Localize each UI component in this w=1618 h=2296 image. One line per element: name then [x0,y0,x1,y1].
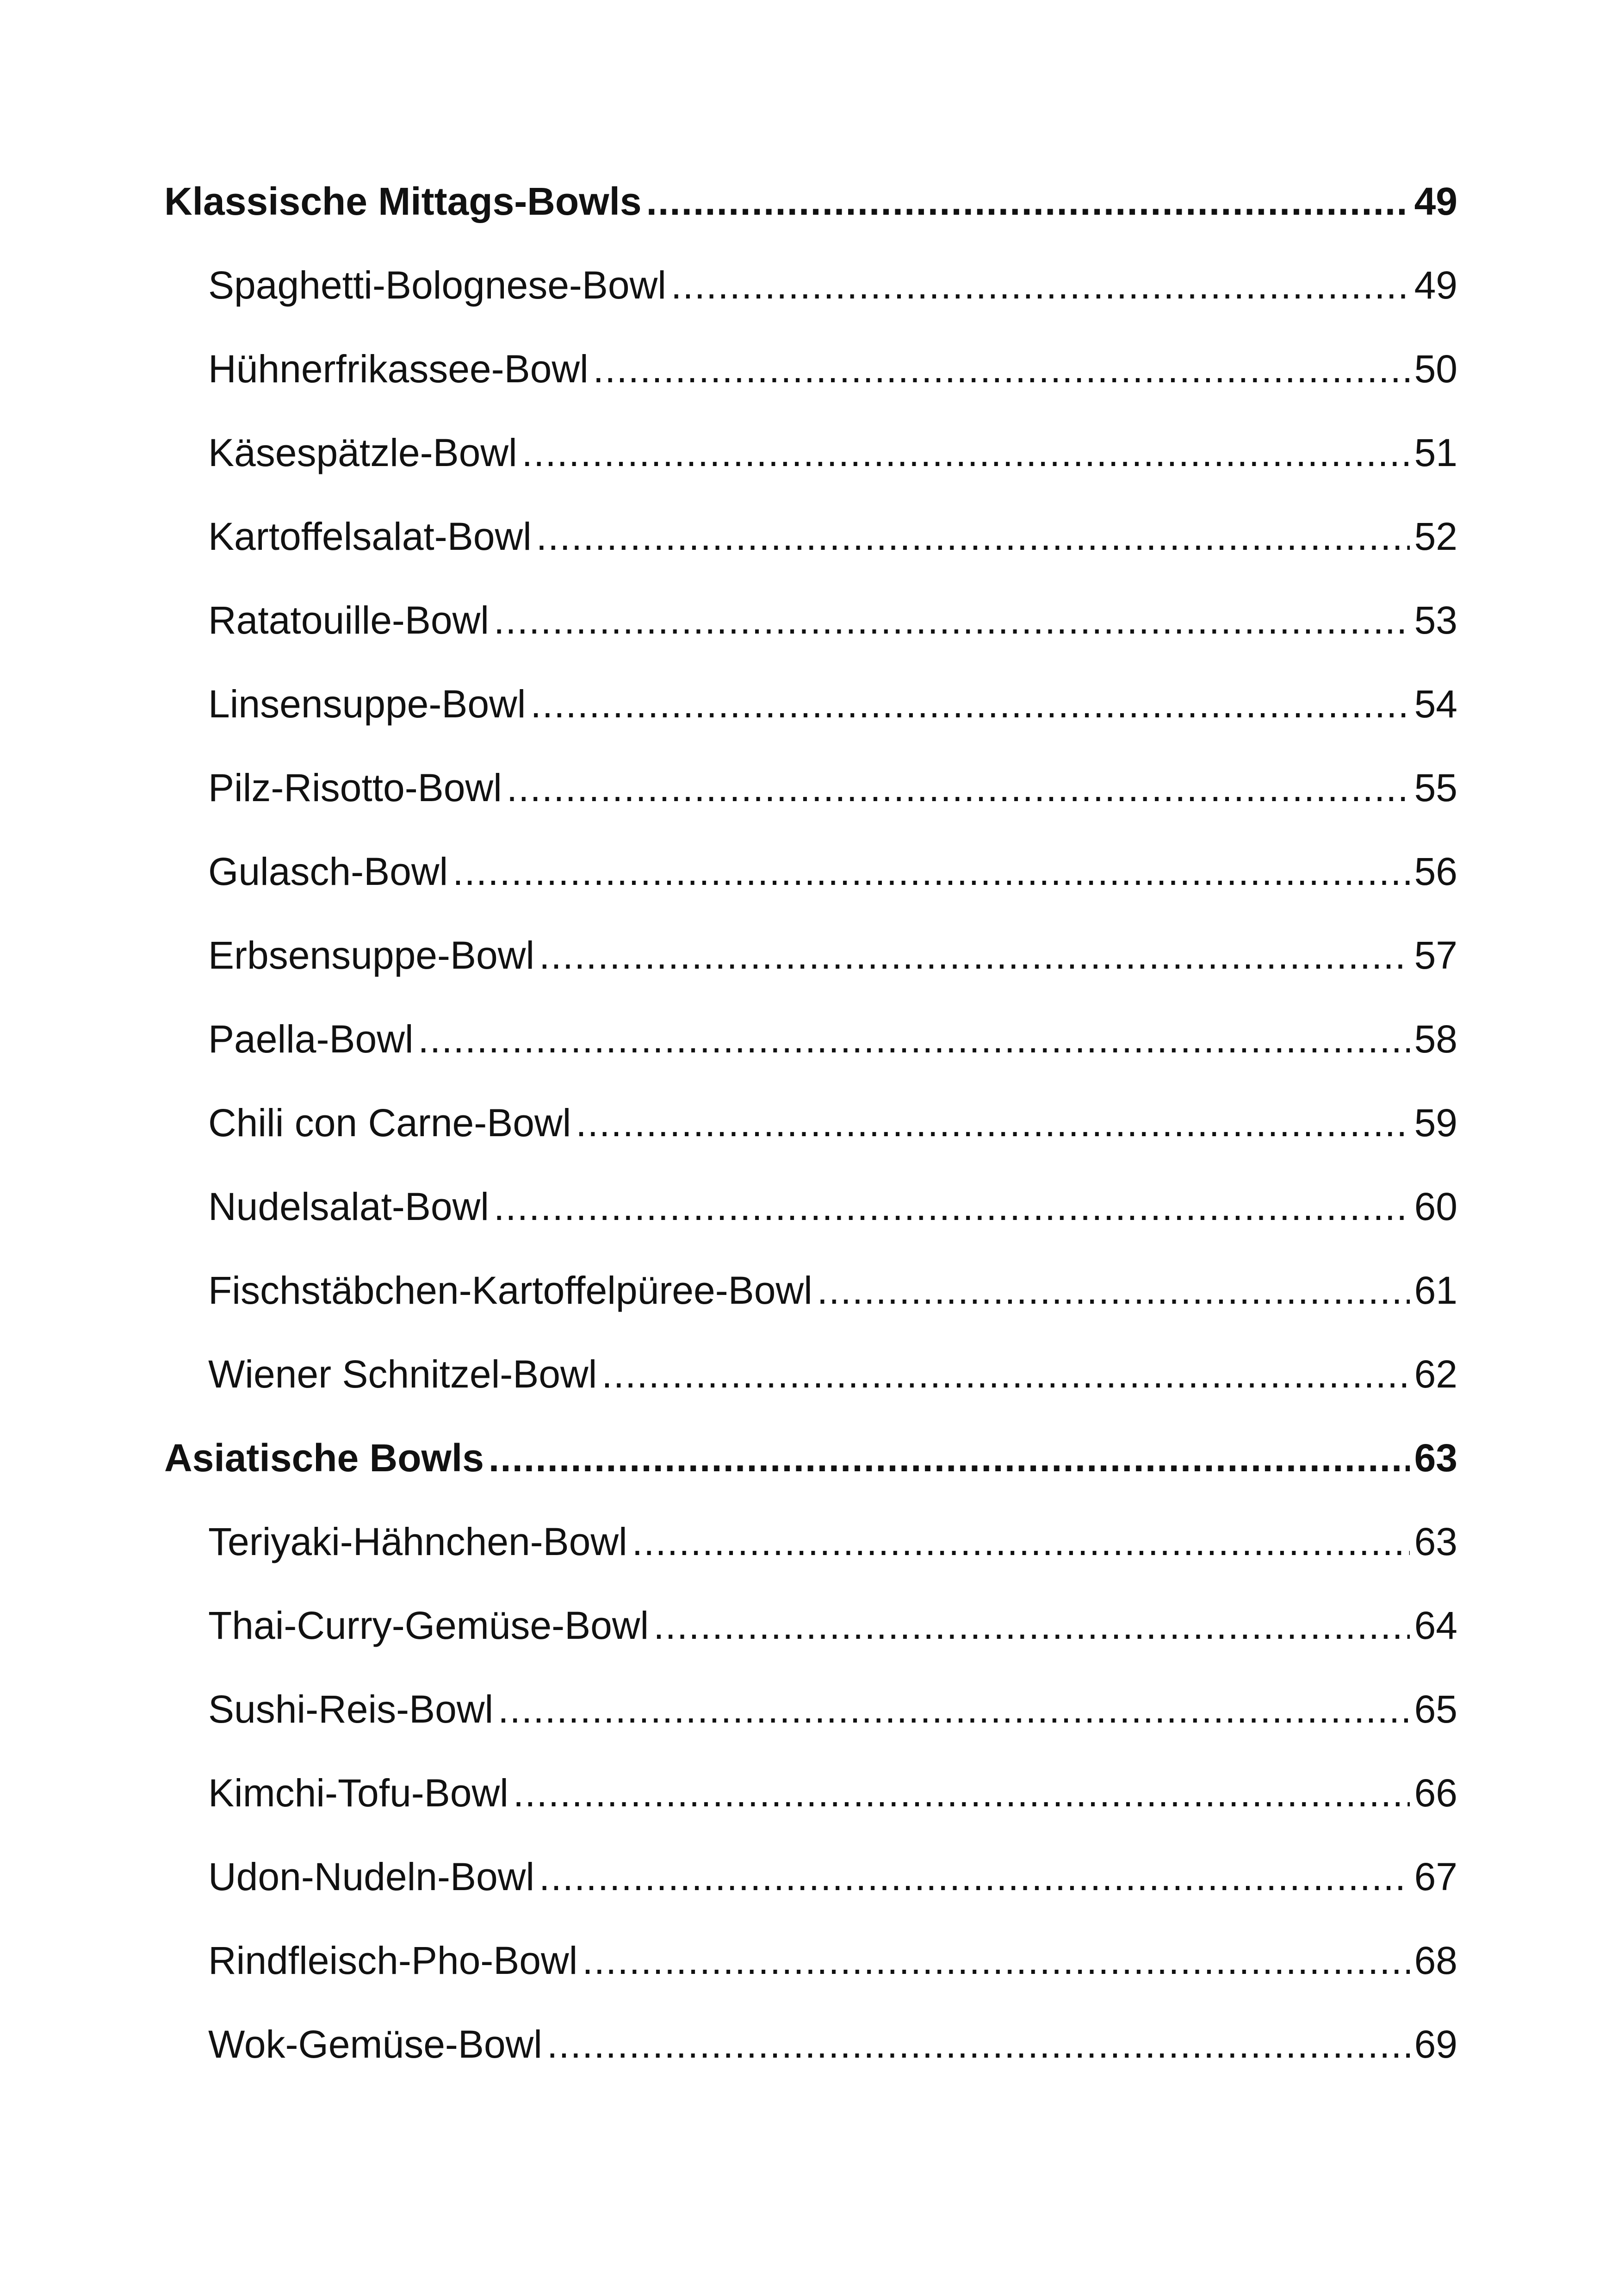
dot-leader [601,1332,1409,1416]
toc-chapter-entry[interactable] [164,160,1457,243]
recipe-title: Rindfleisch-Pho-Bowl [208,1939,578,1982]
chapter-title: Klassische Mittags-Bowls [164,180,642,223]
toc-recipe-entry[interactable] [164,327,1457,411]
recipe-title: Linsensuppe-Bowl [208,682,526,726]
page-number: 51 [1414,431,1457,474]
toc-recipe-entry[interactable] [164,495,1457,579]
page-number: 64 [1414,1604,1457,1647]
page-number: 61 [1414,1269,1457,1312]
page-number: 60 [1414,1185,1457,1228]
page-number: 53 [1414,598,1457,642]
toc-chapter-entry[interactable] [164,1416,1457,1500]
page-number: 63 [1414,1436,1457,1480]
recipe-title: Kartoffelsalat-Bowl [208,515,532,558]
dot-leader [418,997,1410,1081]
recipe-title: Sushi-Reis-Bowl [208,1687,494,1731]
recipe-title: Erbsensuppe-Bowl [208,933,535,977]
toc-recipe-entry[interactable] [164,1081,1457,1165]
dot-leader [513,1751,1410,1835]
dot-leader [653,1584,1409,1668]
page-number: 62 [1414,1352,1457,1396]
dot-leader [632,1500,1410,1584]
recipe-title: Wiener Schnitzel-Bowl [208,1352,597,1396]
page-number: 50 [1414,347,1457,391]
recipe-title: Wok-Gemüse-Bowl [208,2022,542,2066]
dot-leader [547,2003,1410,2086]
page-number: 65 [1414,1687,1457,1731]
dot-leader [507,746,1410,830]
page-number: 63 [1414,1520,1457,1563]
toc-recipe-entry[interactable] [164,662,1457,746]
toc-recipe-entry[interactable] [164,1249,1457,1332]
dot-leader [539,914,1410,997]
toc-recipe-entry[interactable] [164,914,1457,997]
page-number: 59 [1414,1101,1457,1145]
toc-recipe-entry[interactable] [164,1835,1457,1919]
toc-recipe-entry[interactable] [164,1332,1457,1416]
dot-leader [671,243,1410,327]
toc-recipe-entry[interactable] [164,997,1457,1081]
dot-leader [453,830,1409,914]
toc-recipe-entry[interactable] [164,1751,1457,1835]
toc-recipe-entry[interactable] [164,830,1457,914]
dot-leader [494,579,1410,662]
dot-leader [646,160,1410,243]
toc-recipe-entry[interactable] [164,2003,1457,2086]
page-number: 54 [1414,682,1457,726]
page-number: 52 [1414,515,1457,558]
recipe-title: Thai-Curry-Gemüse-Bowl [208,1604,649,1647]
chapter-title: Asiatische Bowls [164,1436,484,1480]
toc-recipe-entry[interactable] [164,1165,1457,1249]
recipe-title: Teriyaki-Hähnchen-Bowl [208,1520,627,1563]
toc-recipe-entry[interactable] [164,1919,1457,2003]
dot-leader [539,1835,1410,1919]
toc-recipe-entry[interactable] [164,1584,1457,1668]
toc-recipe-entry[interactable] [164,243,1457,327]
dot-leader [593,327,1410,411]
page-number: 49 [1414,263,1457,307]
dot-leader [576,1081,1409,1165]
page-number: 69 [1414,2022,1457,2066]
recipe-title: Kimchi-Tofu-Bowl [208,1771,508,1815]
toc-recipe-entry[interactable] [164,746,1457,830]
recipe-title: Fischstäbchen-Kartoffelpüree-Bowl [208,1269,812,1312]
recipe-title: Pilz-Risotto-Bowl [208,766,502,809]
page-number: 67 [1414,1855,1457,1898]
page-number: 49 [1414,180,1457,223]
toc-recipe-entry[interactable] [164,1500,1457,1584]
toc-recipe-entry[interactable] [164,1668,1457,1751]
recipe-title: Spaghetti-Bolognese-Bowl [208,263,666,307]
page-number: 57 [1414,933,1457,977]
page-number: 68 [1414,1939,1457,1982]
recipe-title: Udon-Nudeln-Bowl [208,1855,535,1898]
recipe-title: Ratatouille-Bowl [208,598,489,642]
page-number: 58 [1414,1017,1457,1061]
page-number: 55 [1414,766,1457,809]
dot-leader [536,495,1410,579]
dot-leader [582,1919,1409,2003]
recipe-title: Chili con Carne-Bowl [208,1101,571,1145]
table-of-contents [164,160,1457,2086]
dot-leader [494,1165,1410,1249]
page-number: 56 [1414,850,1457,893]
recipe-title: Paella-Bowl [208,1017,414,1061]
page-number: 66 [1414,1771,1457,1815]
recipe-title: Hühnerfrikassee-Bowl [208,347,589,391]
recipe-title: Käsespätzle-Bowl [208,431,517,474]
dot-leader [817,1249,1410,1332]
dot-leader [530,662,1409,746]
recipe-title: Gulasch-Bowl [208,850,448,893]
recipe-title: Nudelsalat-Bowl [208,1185,489,1228]
toc-recipe-entry[interactable] [164,411,1457,495]
dot-leader [522,411,1410,495]
dot-leader [489,1416,1410,1500]
toc-recipe-entry[interactable] [164,579,1457,662]
dot-leader [498,1668,1409,1751]
